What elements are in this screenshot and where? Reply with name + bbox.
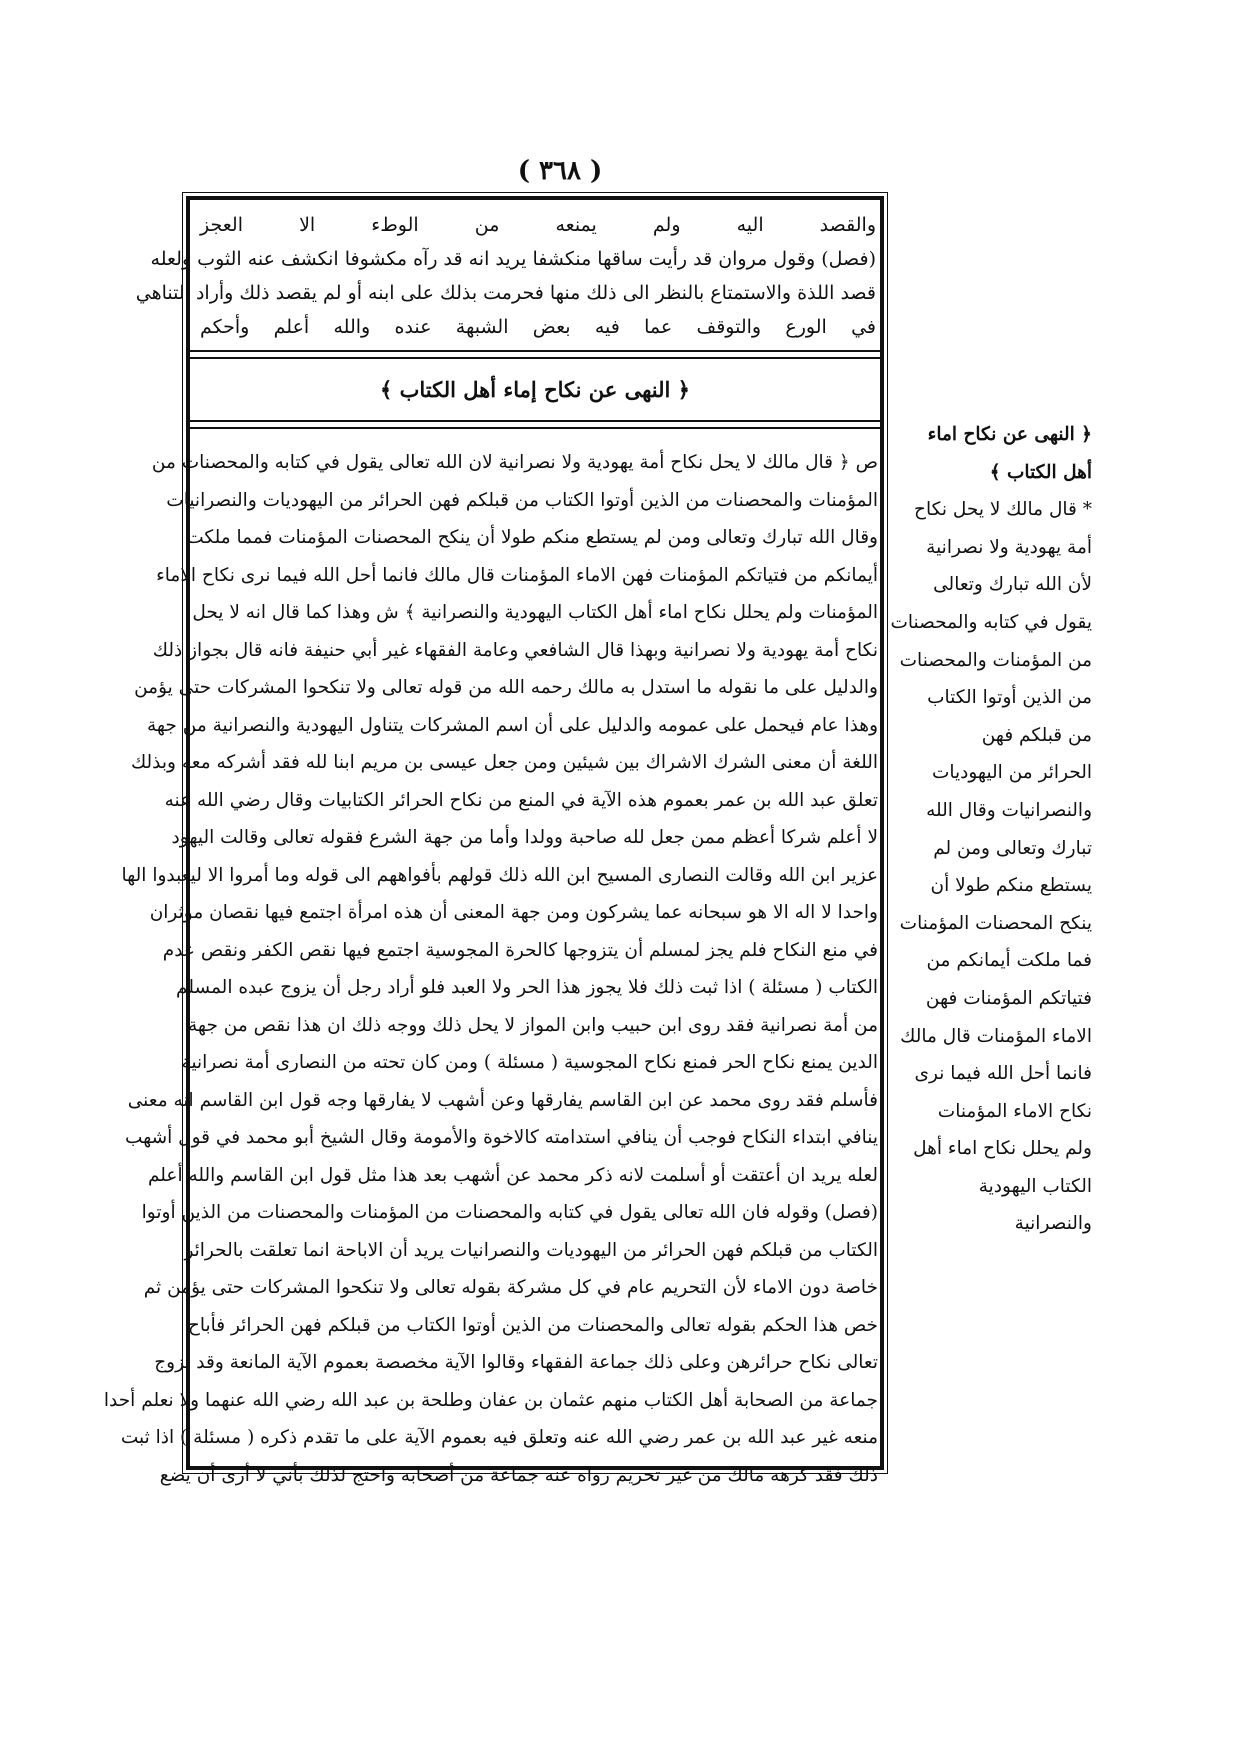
body-line: تعالى نكاح حرائرهن وعلى ذلك جماعة الفقهاء وقالوا الآية مخصصة بعموم الآية المانعة وقد تزوج — [154, 1352, 878, 1373]
gloss-line: والنصرانية — [1014, 1213, 1092, 1235]
body-line: لا أعلم شركا أعظم ممن جعل لله صاحبة وولدا وأما من جهة الشرع فقوله تعالى وقالت اليهود — [171, 827, 878, 848]
gloss-line: الاماء المؤمنات قال مالك — [900, 1025, 1092, 1047]
gloss-line: الحرائر من اليهوديات — [931, 762, 1092, 784]
intro-line: في الورع والتوقف عما فيه بعض الشبهة عنده والله أعلم وأحكم — [200, 316, 876, 338]
gloss-line: فانما أحل الله فيما نرى — [914, 1063, 1092, 1085]
body-line: فأسلم فقد روى محمد عن ابن القاسم يفارقها وعن أشهب لا يفارقها وجه قول ابن القاسم انه معنى — [127, 1089, 878, 1111]
body-line: الدين يمنع نكاح الحر فمنع نكاح المجوسية ( مسئلة ) ومن كان تحته من النصارى أمة نصرانية — [181, 1052, 878, 1073]
body-line: واحدا لا اله الا هو سبحانه عما يشركون ومن جهة المعنى أن هذه امرأة اجتمع فيها نقصان مؤثران — [149, 902, 878, 923]
body-line: والدليل على ما نقوله ما استدل به مالك رحمه الله من قوله تعالى ولا تنكحوا المشركات حتى يؤمن — [134, 677, 878, 698]
body-line: (فصل) وقوله فان الله تعالى يقول في كتابه والمحصنات من المؤمنات والمحصنات من الذين أوتوا — [141, 1202, 878, 1223]
body-line: المؤمنات والمحصنات من الذين أوتوا الكتاب من قبلكم فهن الحرائر من اليهوديات والنصرانيات — [166, 489, 878, 511]
section-divider-top — [190, 350, 880, 359]
body-line: ص ﴿ قال مالك لا يحل نكاح أمة يهودية ولا نصرانية لان الله تعالى يقول في كتابه والمحصنات من — [151, 452, 878, 473]
gloss-line: من قبلكم فهن — [981, 724, 1092, 746]
gloss-line: الكتاب اليهودية — [978, 1175, 1092, 1197]
body-line: أيمانكم من فتياتكم المؤمنات فهن الاماء المؤمنات قال مالك فانما أحل الله فيما نرى نكاح الاماء — [156, 564, 878, 586]
body-line: الكتاب من قبلكم فهن الحرائر من اليهوديات والنصرانيات يريد أن الاباحة انما تعلقت بالحرائر — [184, 1239, 878, 1261]
gloss-title-line: ﴿ النهى عن نكاح اماء — [927, 424, 1092, 445]
body-line: المؤمنات ولم يحلل نكاح اماء أهل الكتاب اليهودية والنصرانية ﴾ ش وهذا كما قال انه لا يحل — [192, 602, 878, 623]
body-line: الكتاب ( مسئلة ) اذا ثبت ذلك فلا يجوز هذا الحر ولا العبد فلو أراد رجل أن يزوج عبده المسلم — [176, 977, 878, 998]
body-line: ذلك فقد كرهه مالك من غير تحريم رواه عنه جماعة من أصحابه واحتج لذلك بأني لا أرى أن يضع — [159, 1464, 878, 1486]
gloss-line: من المؤمنات والمحصنات — [899, 649, 1092, 671]
gloss-line: نكاح الاماء المؤمنات — [937, 1100, 1092, 1122]
gloss-line: تبارك وتعالى ومن لم — [933, 837, 1092, 859]
body-line: في منع النكاح فلم يجز لمسلم أن يتزوجها كالحرة المجوسية اجتمع فيها نقص الكفر ونقص عدم — [162, 939, 878, 961]
body-line: خاصة دون الاماء لأن التحريم عام في كل مشركة بقوله تعالى ولا تنكحوا المشركات حتى يؤمن ثم — [143, 1277, 878, 1298]
body-line: وقال الله تبارك وتعالى ومن لم يستطع منكم طولا أن ينكح المحصنات المؤمنات فمما ملكت — [186, 527, 878, 548]
intro-line: (فصل) وقول مروان قد رأيت ساقها منكشفا يريد انه قد رآه مكشوفا انكشف عنه الثوب ولعله — [150, 248, 876, 270]
gloss-line: فما ملكت أيمانكم من — [926, 950, 1092, 972]
gloss-line: والنصرانيات وقال الله — [926, 799, 1092, 821]
body-line: وهذا عام فيحمل على عمومه والدليل على أن اسم المشركات يتناول اليهودية والنصرانية من جهة — [146, 714, 878, 736]
gloss-line: لأن الله تبارك وتعالى — [933, 574, 1092, 596]
gloss-line: فتياتكم المؤمنات فهن — [925, 987, 1092, 1009]
gloss-line: ولم يحلل نكاح اماء أهل — [913, 1138, 1092, 1160]
page-number: ( ٣٦٨ ) — [517, 156, 603, 186]
body-line: خص هذا الحكم بقوله تعالى والمحصنات من الذين أوتوا الكتاب من قبلكم فهن الحرائر فأباح — [187, 1314, 878, 1336]
body-line: تعلق عبد الله بن عمر بعموم هذه الآية في المنع من نكاح الحرائر الكتابيات وقال رضي الله عنه — [164, 789, 878, 811]
intro-line: قصد اللذة والاستمتاع بالنظر الى ذلك منها فحرمت بذلك على ابنه أو لم يقصد ذلك وأراد التناهي — [135, 282, 876, 304]
body-line: جماعة من الصحابة أهل الكتاب منهم عثمان بن عفان وطلحة بن عبد الله رضي الله عنهما ولا نعلم أحدا — [103, 1389, 878, 1411]
gloss-line: أمة يهودية ولا نصرانية — [926, 536, 1092, 558]
body-line: ينافي ابتداء النكاح فوجب أن ينافي استدامته كالاخوة والأمومة وقال الشيخ أبو محمد في قول أشهب — [124, 1127, 878, 1148]
body-line: عزير ابن الله وقالت النصارى المسيح ابن الله ذلك قولهم بأفواههم الى قوله وما أمروا الا ليعبدوا الها — [121, 864, 878, 886]
gloss-line: من الذين أوتوا الكتاب — [927, 687, 1092, 709]
intro-paragraph — [135, 208, 876, 344]
body-line: منعه غير عبد الله بن عمر رضي الله عنه وتعلق فيه بعموم الآية على ما تقدم ذكره ( مسئلة ) اذا ثبت — [120, 1427, 878, 1448]
body-line: نكاح أمة يهودية ولا نصرانية وبهذا قال الشافعي وعامة الفقهاء غير أبي حنيفة فانه قال بجواز ذلك — [152, 639, 878, 661]
section-header: ﴿ النهى عن نكاح إماء أهل الكتاب ﴾ — [380, 377, 690, 402]
body-line: لعله يريد ان أعتقت أو أسلمت لانه ذكر محمد عن أشهب بعد هذا مثل قول ابن القاسم والله أعلم — [147, 1164, 878, 1186]
gloss-line: يستطع منكم طولا أن — [930, 875, 1092, 897]
main-body-text — [103, 444, 878, 1494]
intro-line: والقصد اليه ولم يمنعه من الوطء الا العجز — [200, 214, 876, 236]
gloss-line: ينكح المحصنات المؤمنات — [899, 912, 1092, 934]
margin-gloss — [892, 416, 1092, 1243]
section-divider-bottom — [190, 420, 880, 429]
gloss-line: يقول في كتابه والمحصنات — [890, 611, 1092, 633]
gloss-title-line: أهل الكتاب ﴾ — [989, 461, 1092, 483]
body-line: اللغة أن معنى الشرك الاشراك بين شيئين ومن جعل عيسى بن مريم ابنا لله فقد أشركه معه وبذلك — [130, 752, 878, 773]
body-line: من أمة نصرانية فقد روى ابن حبيب وابن المواز لا يحل ذلك ووجه ذلك ان هذا نقص من جهة — [188, 1014, 878, 1036]
gloss-line: * قال مالك لا يحل نكاح — [914, 499, 1092, 521]
